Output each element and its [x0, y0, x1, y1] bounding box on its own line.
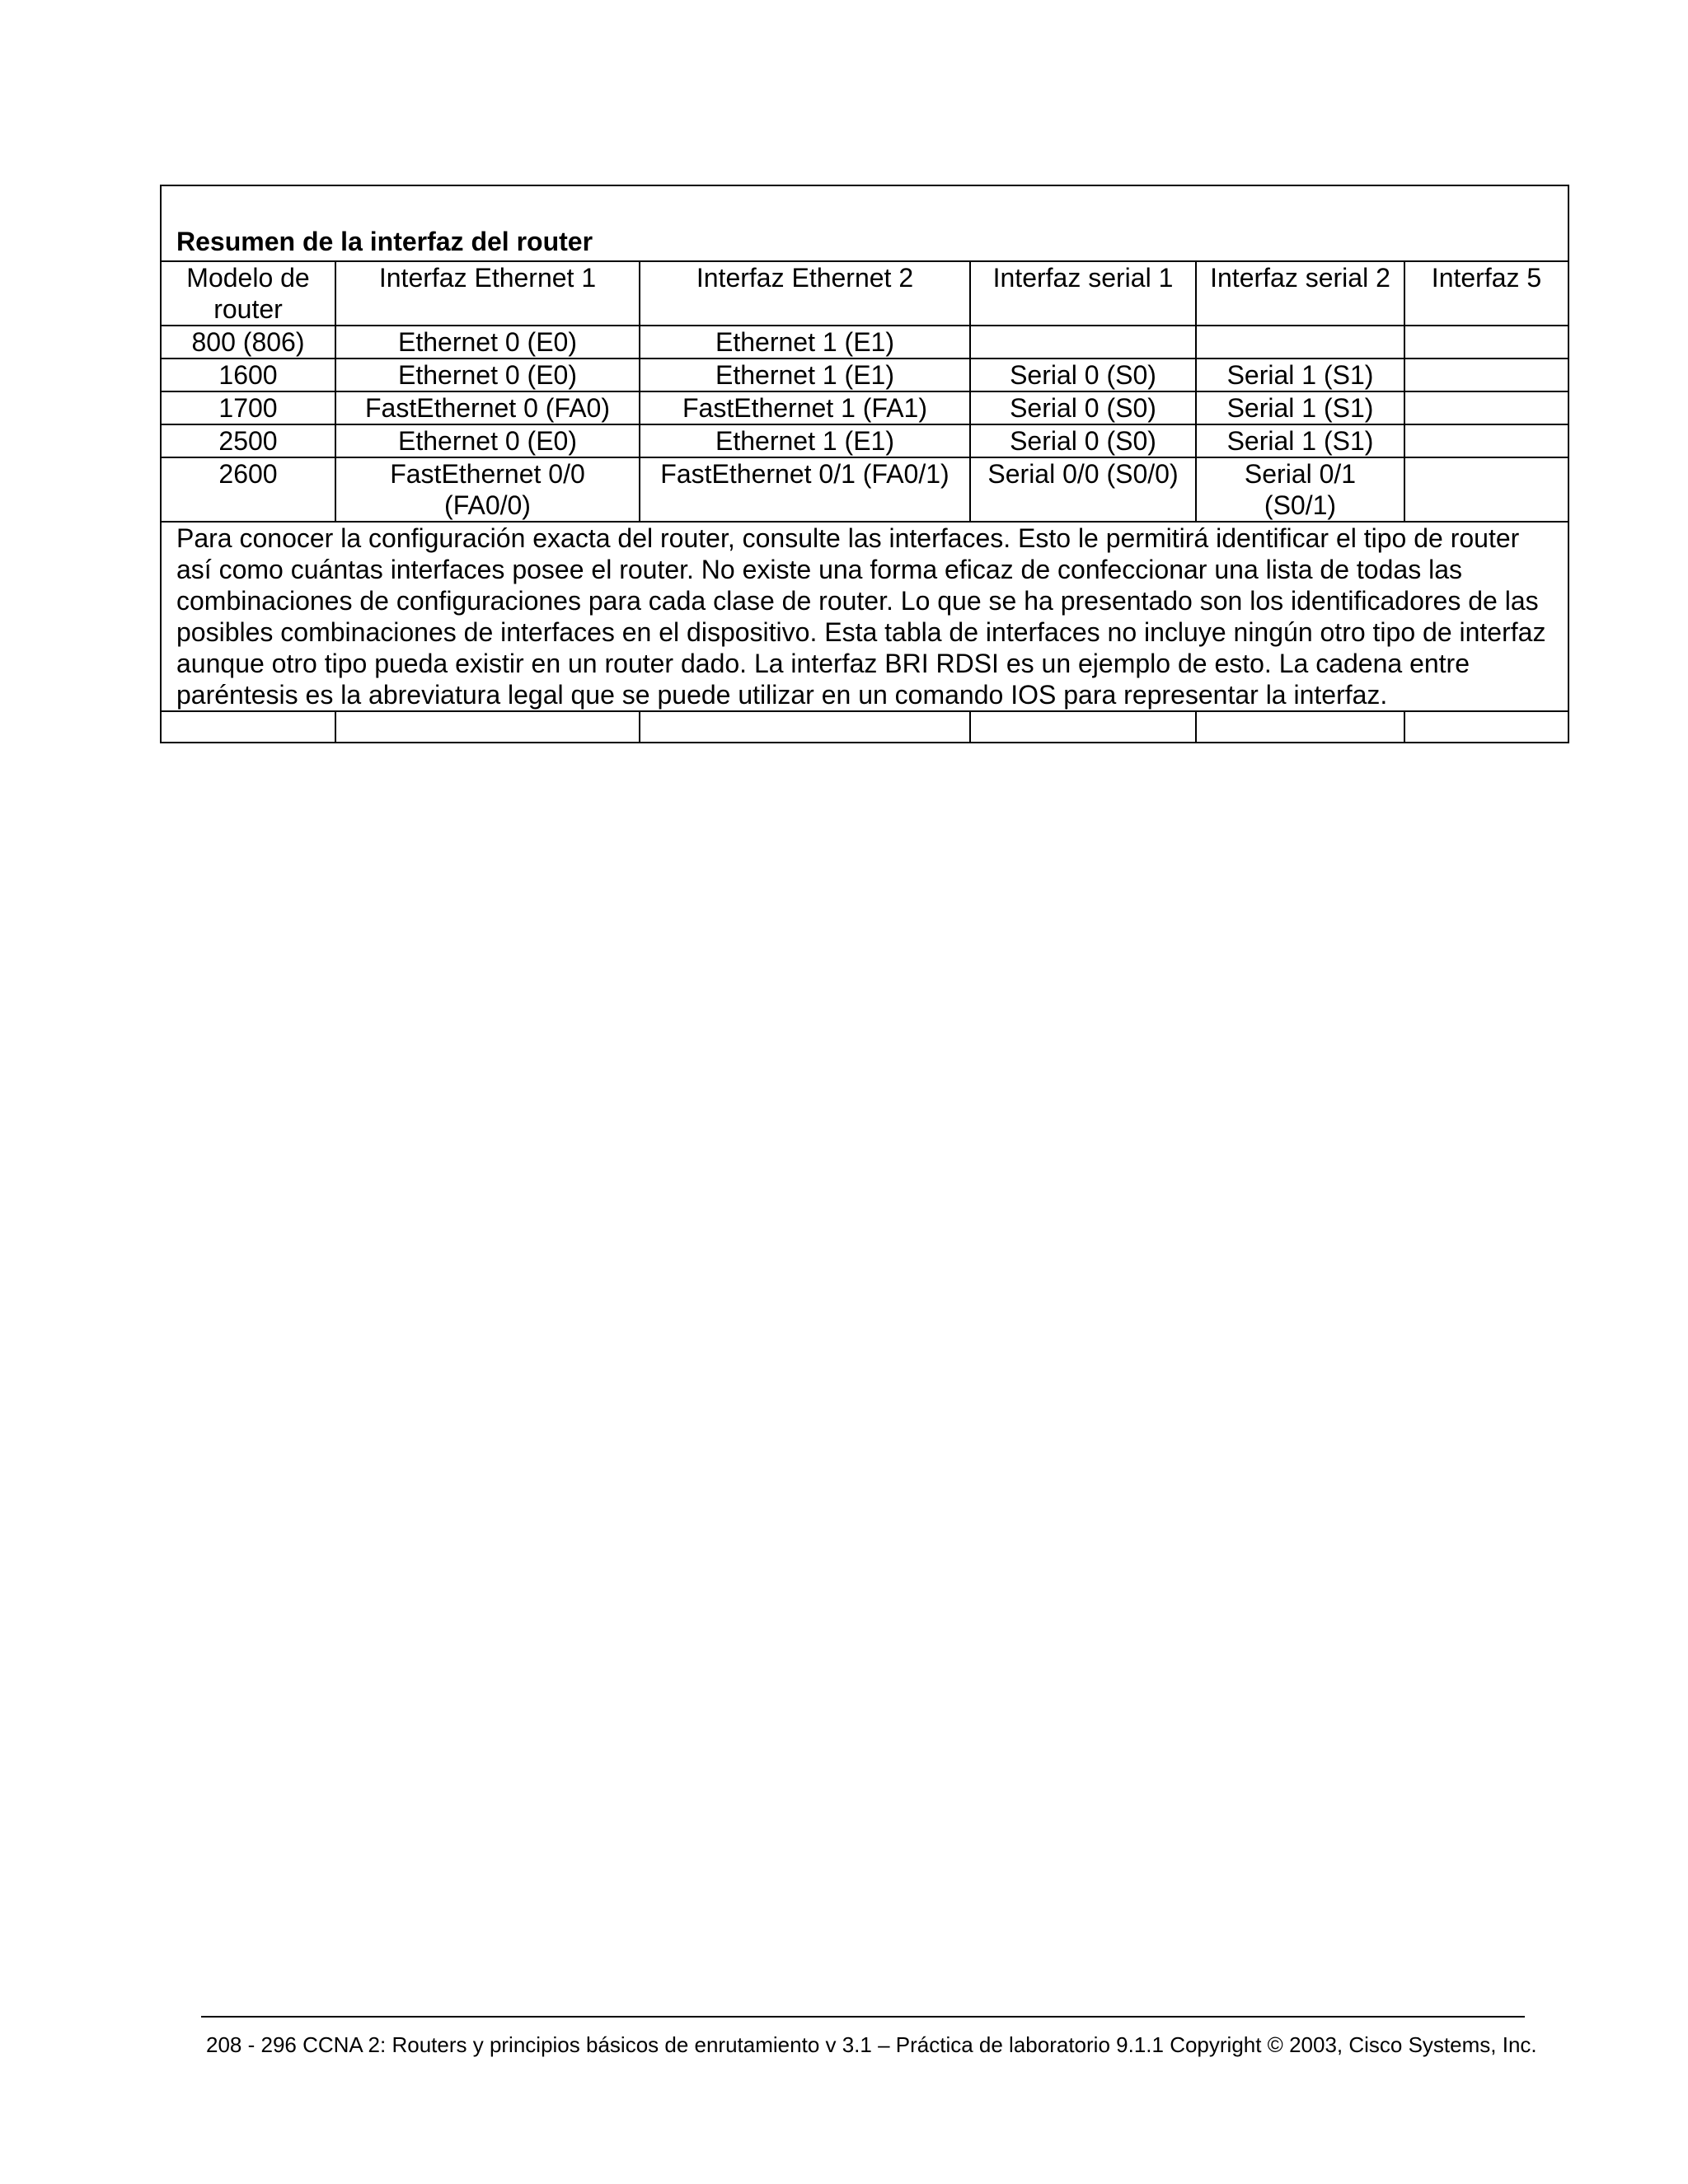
- column-header: Interfaz Ethernet 1: [335, 261, 640, 326]
- column-header: Interfaz serial 1: [970, 261, 1196, 326]
- table-cell: 1600: [161, 359, 335, 391]
- column-header: Interfaz Ethernet 2: [640, 261, 970, 326]
- table-cell: FastEthernet 0/1 (FA0/1): [640, 457, 970, 522]
- table-cell: Serial 1 (S1): [1196, 391, 1404, 424]
- table-cell: [335, 711, 640, 743]
- table-cell: Ethernet 0 (E0): [335, 359, 640, 391]
- table-cell: FastEthernet 0 (FA0): [335, 391, 640, 424]
- table-cell: Serial 0/1 (S0/1): [1196, 457, 1404, 522]
- table-cell: Serial 1 (S1): [1196, 359, 1404, 391]
- column-header: Interfaz serial 2: [1196, 261, 1404, 326]
- table-cell: 2500: [161, 424, 335, 457]
- table-cell: Serial 0 (S0): [970, 359, 1196, 391]
- column-header: Interfaz 5: [1404, 261, 1568, 326]
- table-cell: [161, 711, 335, 743]
- table-cell: Serial 0/0 (S0/0): [970, 457, 1196, 522]
- table-cell: [1404, 457, 1568, 522]
- table-cell: [970, 326, 1196, 359]
- column-header: Modelo de router: [161, 261, 335, 326]
- table-cell: [1196, 326, 1404, 359]
- table-cell: [640, 711, 970, 743]
- footer-divider: [201, 2016, 1525, 2018]
- router-interface-summary-table: [160, 185, 1569, 743]
- table-cell: [1404, 326, 1568, 359]
- table-title: Resumen de la interfaz del router: [161, 185, 1568, 261]
- table-cell: [1404, 359, 1568, 391]
- table-cell: Ethernet 0 (E0): [335, 424, 640, 457]
- table-cell: [1404, 424, 1568, 457]
- table-cell: FastEthernet 1 (FA1): [640, 391, 970, 424]
- table-cell: Serial 0 (S0): [970, 391, 1196, 424]
- table-cell: [1196, 711, 1404, 743]
- table-row: [161, 457, 1568, 522]
- table-cell: Ethernet 1 (E1): [640, 326, 970, 359]
- table-cell: Ethernet 1 (E1): [640, 359, 970, 391]
- table-cell: Serial 0 (S0): [970, 424, 1196, 457]
- table-title-row: [161, 185, 1568, 261]
- table-cell: Ethernet 0 (E0): [335, 326, 640, 359]
- table-note-row: [161, 522, 1568, 711]
- table-row: [161, 359, 1568, 391]
- table-cell: Ethernet 1 (E1): [640, 424, 970, 457]
- table-cell: [970, 711, 1196, 743]
- table-cell: [1404, 711, 1568, 743]
- table-empty-row: [161, 711, 1568, 743]
- table-cell: 2600: [161, 457, 335, 522]
- table-cell: 1700: [161, 391, 335, 424]
- table-note: Para conocer la configuración exacta del router, consulte las interfaces. Esto le permitirá identificar el tipo de router así como cuántas interfaces posee el router. No existe una forma eficaz de confeccionar una lista de todas las combinaciones de configuraciones para cada clase de router. Lo que se ha presentado son los identificadores de las posibles combinaciones de interfaces en el dispositivo. Esta tabla de interfaces no incluye ningún otro tipo de interfaz aunque otro tipo pueda existir en un router dado. La interfaz BRI RDSI es un ejemplo de esto. La cadena entre paréntesis es la abreviatura legal que se puede utilizar en un comando IOS para representar la interfaz.: [161, 522, 1568, 711]
- table-cell: [1404, 391, 1568, 424]
- table-row: [161, 424, 1568, 457]
- table-row: [161, 391, 1568, 424]
- table-cell: 800 (806): [161, 326, 335, 359]
- table-cell: Serial 1 (S1): [1196, 424, 1404, 457]
- table-cell: FastEthernet 0/0 (FA0/0): [335, 457, 640, 522]
- table-header-row: [161, 261, 1568, 326]
- page-footer: 208 - 296 CCNA 2: Routers y principios básicos de enrutamiento v 3.1 – Práctica de laboratorio 9.1.1 Copyright © 2003, Cisco Systems, Inc.: [206, 2032, 1537, 2057]
- table-row: [161, 326, 1568, 359]
